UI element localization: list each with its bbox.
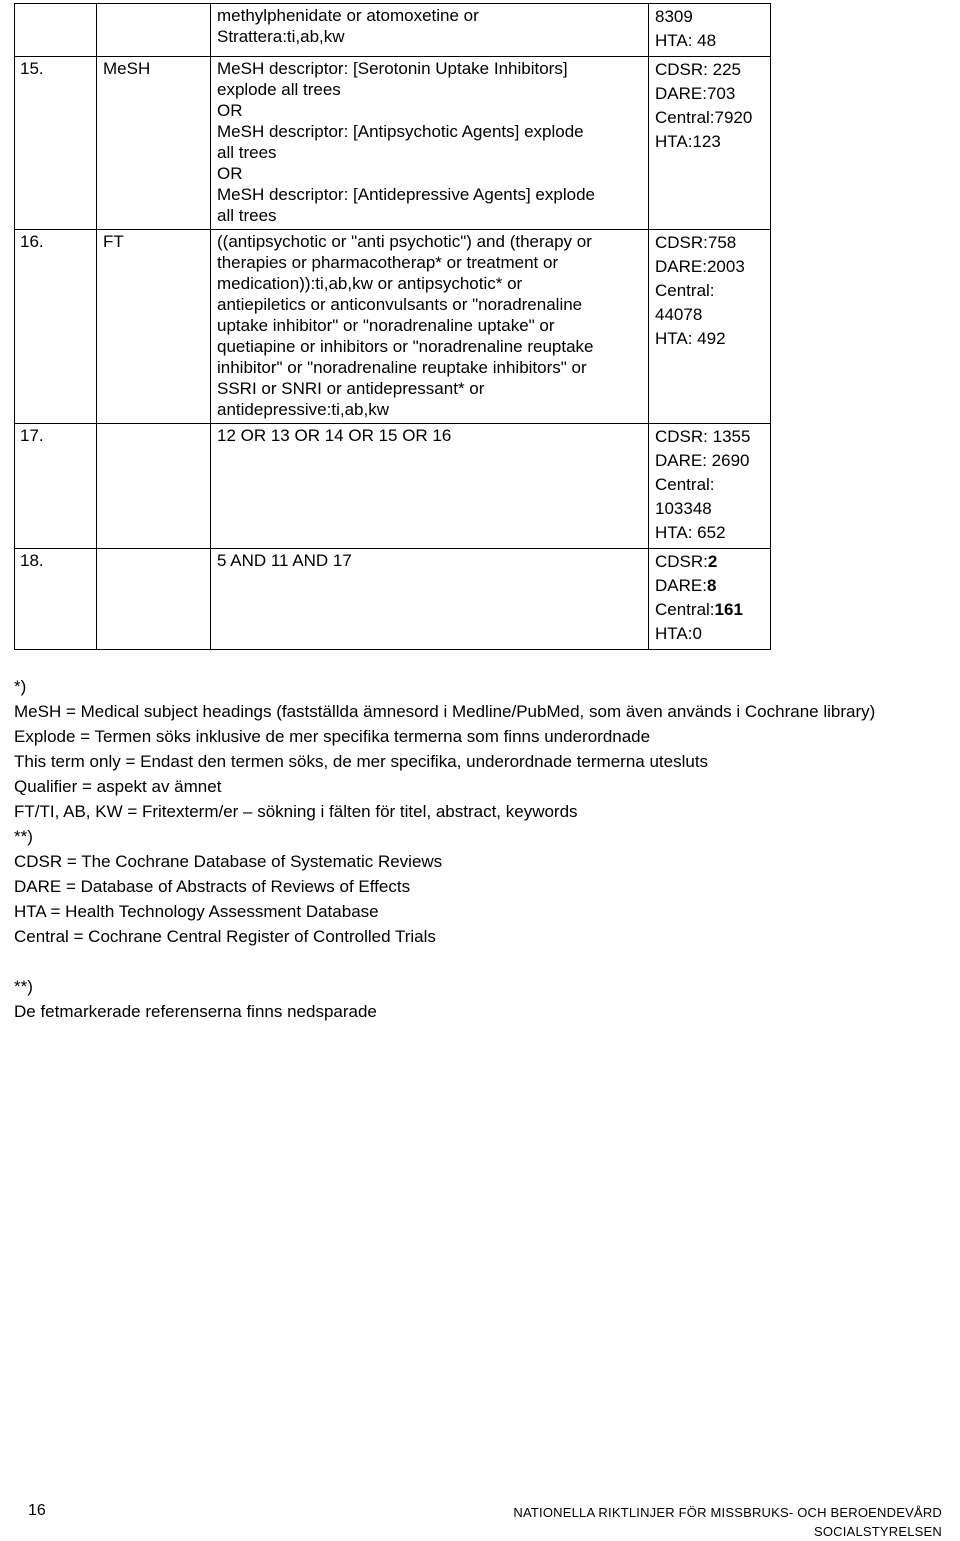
result-line [655, 497, 764, 521]
result-label: DARE: [655, 576, 707, 595]
results-cell [649, 424, 771, 549]
search-query-cell [211, 4, 649, 57]
row-number: 15. [20, 59, 44, 78]
note-line: *) [14, 677, 27, 696]
row-number-cell [15, 549, 97, 650]
result-line [655, 231, 764, 255]
note-line: HTA = Health Technology Assessment Database [14, 902, 379, 921]
query-line: uptake inhibitor" or "noradrenaline uptake" or [217, 316, 555, 335]
note-line: Qualifier = aspekt av ämnet [14, 777, 222, 796]
notes-section [14, 674, 949, 1024]
row-number-cell [15, 424, 97, 549]
result-line [655, 425, 764, 449]
search-type-cell [97, 549, 211, 650]
search-type [103, 425, 204, 446]
result-label: Central:7920 [655, 108, 753, 127]
search-type-cell [97, 57, 211, 230]
result-label: Central: [655, 600, 715, 619]
row-number: 17. [20, 426, 44, 445]
result-line [655, 82, 764, 106]
result-label: 8309 [655, 7, 693, 26]
result-label: CDSR: 225 [655, 60, 741, 79]
result-saved-count: 8 [706, 576, 717, 595]
search-query-cell [211, 57, 649, 230]
result-line [655, 303, 764, 327]
search-type: FT [103, 232, 124, 251]
result-line [655, 58, 764, 82]
note-line: CDSR = The Cochrane Database of Systematic Reviews [14, 852, 443, 871]
query-line: inhibitor" or "noradrenaline reuptake inhibitors" or [217, 358, 587, 377]
result-line [655, 130, 764, 154]
query-line: SSRI or SNRI or antidepressant* or [217, 379, 485, 398]
search-type-cell [97, 4, 211, 57]
query-line: MeSH descriptor: [Antipsychotic Agents] explode [217, 122, 584, 141]
search-type-cell [97, 424, 211, 549]
search-type: MeSH [103, 59, 151, 78]
result-line [655, 279, 764, 303]
results-cell [649, 57, 771, 230]
note-line: This term only = Endast den termen söks, de mer specifika, underordnade termerna utesluts [14, 752, 709, 771]
search-type [103, 550, 204, 571]
query-line: ((antipsychotic or "anti psychotic") and (therapy or [217, 232, 592, 251]
result-label: HTA:123 [655, 132, 721, 151]
query-line: antidepressive:ti,ab,kw [217, 400, 389, 419]
result-saved-count: 2 [707, 552, 718, 571]
results-cell [649, 230, 771, 424]
note-line: DARE = Database of Abstracts of Reviews of Effects [14, 877, 411, 896]
search-type-cell [97, 230, 211, 424]
result-label: DARE:703 [655, 84, 736, 103]
note-line: Explode = Termen söks inklusive de mer specifika termerna som finns underordnade [14, 727, 651, 746]
row-number: 16. [20, 232, 44, 251]
result-label: HTA: 492 [655, 329, 726, 348]
result-label: HTA:0 [655, 624, 702, 643]
query-line: quetiapine or inhibitors or "noradrenaline reuptake [217, 337, 594, 356]
query-line: MeSH descriptor: [Antidepressive Agents] explode [217, 185, 595, 204]
query-line: MeSH descriptor: [Serotonin Uptake Inhibitors] [217, 59, 568, 78]
result-line [655, 473, 764, 497]
search-type [103, 5, 204, 26]
note-line: Central = Cochrane Central Register of Controlled Trials [14, 927, 436, 946]
table-row [15, 549, 771, 650]
query-line: OR [217, 164, 243, 183]
row-number-cell [15, 57, 97, 230]
result-line [655, 255, 764, 279]
result-label: Central: [655, 475, 715, 494]
row-number-cell [15, 4, 97, 57]
result-label: Central: [655, 281, 715, 300]
query-line: medication)):ti,ab,kw or antipsychotic* or [217, 274, 523, 293]
query-line: 5 AND 11 AND 17 [217, 551, 352, 570]
search-strategy-table [14, 3, 771, 650]
search-table-body [15, 4, 771, 650]
result-label: HTA: 652 [655, 523, 726, 542]
result-label: DARE:2003 [655, 257, 745, 276]
row-number [20, 5, 90, 26]
result-line [655, 449, 764, 473]
footer-title-line-1: NATIONELLA RIKTLINJER FÖR MISSBRUKS- OCH BEROENDEVÅRD [513, 1505, 942, 1520]
result-line [655, 574, 764, 598]
query-line: Strattera:ti,ab,kw [217, 27, 345, 46]
result-label: 103348 [655, 499, 712, 518]
note-line: FT/TI, AB, KW = Fritexterm/er – sökning i fälten för titel, abstract, keywords [14, 802, 578, 821]
query-line: antiepiletics or anticonvulsants or "noradrenaline [217, 295, 583, 314]
result-line [655, 29, 764, 53]
result-line [655, 550, 764, 574]
note-line: De fetmarkerade referenserna finns nedsparade [14, 1002, 377, 1021]
search-query-cell [211, 230, 649, 424]
note-line: **) [14, 827, 33, 846]
table-row [15, 230, 771, 424]
result-saved-count: 161 [714, 600, 743, 619]
result-label: 44078 [655, 305, 703, 324]
note-spacer [14, 949, 949, 974]
query-line: OR [217, 101, 243, 120]
result-line [655, 327, 764, 351]
query-line: all trees [217, 143, 277, 162]
row-number: 18. [20, 551, 44, 570]
row-number-cell [15, 230, 97, 424]
query-line: all trees [217, 206, 277, 225]
result-line [655, 598, 764, 622]
query-line: 12 OR 13 OR 14 OR 15 OR 16 [217, 426, 452, 445]
result-line [655, 106, 764, 130]
footer-title-line-2: SOCIALSTYRELSEN [814, 1524, 942, 1539]
table-row [15, 4, 771, 57]
result-label: DARE: 2690 [655, 451, 750, 470]
search-query-cell [211, 424, 649, 549]
query-line: methylphenidate or atomoxetine or [217, 6, 479, 25]
table-row [15, 57, 771, 230]
results-cell [649, 549, 771, 650]
table-row [15, 424, 771, 549]
result-label: CDSR: [655, 552, 708, 571]
query-line: therapies or pharmacotherap* or treatment or [217, 253, 559, 272]
result-line [655, 5, 764, 29]
result-line [655, 521, 764, 545]
page-number: 16 [28, 1502, 46, 1519]
result-line [655, 622, 764, 646]
results-cell [649, 4, 771, 57]
result-label: CDSR:758 [655, 233, 737, 252]
result-label: CDSR: 1355 [655, 427, 751, 446]
result-label: HTA: 48 [655, 31, 717, 50]
query-line: explode all trees [217, 80, 341, 99]
note-line: MeSH = Medical subject headings (fastställda ämnesord i Medline/PubMed, som även används i Cochrane library) [14, 702, 876, 721]
search-query-cell [211, 549, 649, 650]
footer-title [513, 1503, 942, 1541]
note-line: **) [14, 977, 33, 996]
